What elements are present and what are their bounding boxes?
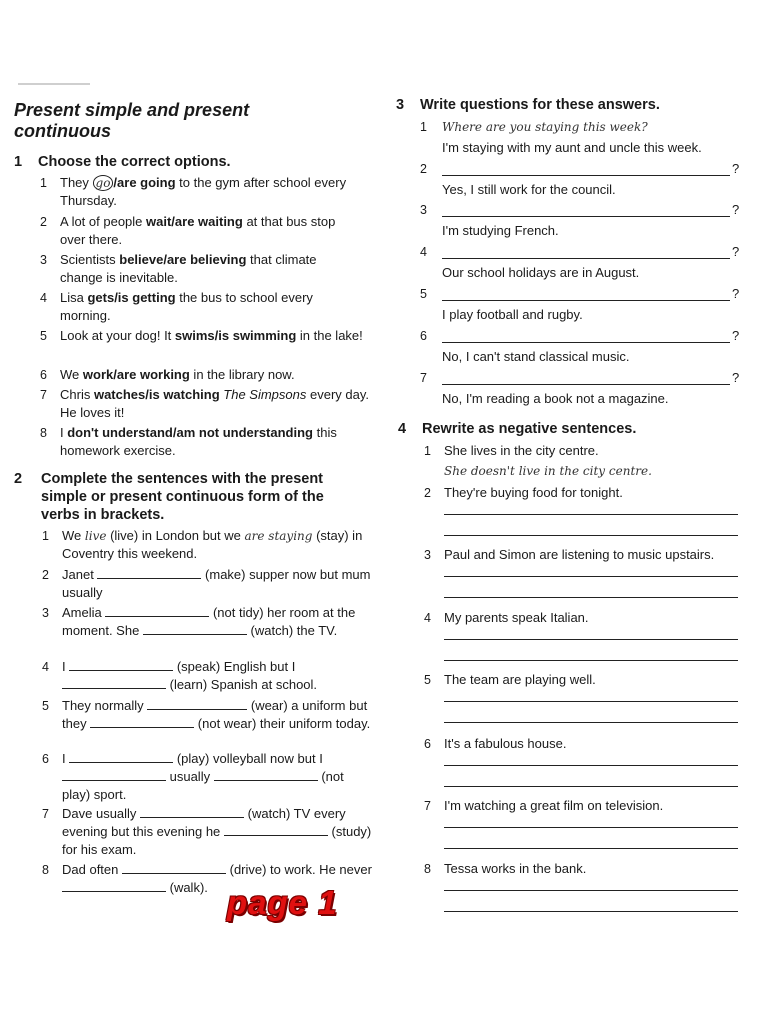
item-options: swims/is swimming (174, 328, 297, 343)
exercise-item (40, 213, 360, 249)
item-text: that climate change is inevitable. (60, 252, 317, 285)
exercise-item (42, 658, 372, 694)
question-item (420, 369, 750, 408)
sentence-text: It's a fabulous house. (444, 736, 567, 751)
answer-blank[interactable] (224, 823, 328, 836)
answer-blank[interactable] (122, 861, 226, 874)
page-number-stamp: page 1 (227, 884, 338, 921)
answer-text: Yes, I still work for the council. (442, 182, 616, 197)
answer-blank[interactable] (69, 750, 173, 763)
item-text: in the library now. (189, 367, 295, 382)
section-number: 4 (398, 421, 407, 437)
item-text: I (62, 751, 70, 766)
answer-line[interactable] (444, 514, 738, 515)
item-options: are going (117, 175, 176, 190)
answer-line[interactable] (444, 535, 738, 536)
exercise-item (42, 750, 372, 804)
item-text: We (62, 528, 85, 543)
section-heading-text: Rewrite as negative sentences. (422, 421, 637, 437)
rewrite-item (424, 609, 754, 627)
sentence-text: The team are playing well. (444, 672, 596, 687)
question-mark: ? (732, 161, 740, 176)
question-item (420, 243, 750, 282)
item-text: Dave usually (62, 806, 141, 821)
answer-blank[interactable] (62, 676, 166, 689)
answer-line[interactable] (444, 765, 738, 766)
item-text: (learn) Spanish at school. (166, 677, 318, 692)
answer-blank[interactable] (90, 715, 194, 728)
question-mark: ? (732, 328, 740, 343)
item-options: work/are working (82, 367, 190, 382)
item-text: Look at your dog! It (60, 328, 175, 343)
answer-text: No, I can't stand classical music. (442, 349, 630, 364)
question-item (420, 118, 750, 157)
answer-line[interactable] (444, 786, 738, 787)
item-number: 1 (40, 176, 47, 190)
question-item (420, 285, 750, 324)
exercise-item (40, 366, 360, 384)
answer-text: No, I'm reading a book not a magazine. (442, 391, 669, 406)
sentence-text: My parents speak Italian. (444, 610, 589, 625)
answer-blank[interactable] (143, 622, 247, 635)
answer-line[interactable] (444, 701, 738, 702)
item-number: 6 (42, 752, 49, 766)
handwritten-question: Where are you staying this week? (442, 120, 648, 134)
answer-line[interactable] (442, 300, 730, 301)
section-number: 3 (396, 97, 405, 113)
item-number: 2 (40, 215, 47, 229)
exercise-item (42, 604, 372, 640)
item-number: 2 (42, 568, 49, 582)
rewrite-item (424, 860, 754, 878)
answer-blank[interactable] (97, 566, 201, 579)
item-slash: / (113, 175, 118, 190)
item-text: at that bus stop over there. (60, 214, 336, 247)
exercise-item (42, 566, 372, 602)
item-text: the bus to school every morning. (60, 290, 313, 323)
section-heading (14, 470, 364, 524)
sentence-text: I'm watching a great film on television. (444, 798, 664, 813)
item-text: (not play) sport. (62, 769, 344, 802)
answer-blank[interactable] (147, 697, 247, 710)
item-text: (stay) in Coventry this weekend. (62, 528, 363, 561)
section-3 (396, 96, 736, 114)
item-text: (speak) English but I (173, 659, 296, 674)
section-heading (398, 420, 738, 438)
item-text: (watch) TV every evening but this evening he (62, 806, 346, 839)
section-1 (14, 153, 374, 171)
answer-blank[interactable] (214, 768, 318, 781)
item-number: 5 (42, 699, 49, 713)
handwritten-answer: live (84, 529, 107, 543)
question-mark: ? (732, 286, 740, 301)
question-item (420, 160, 750, 199)
item-text: We (60, 367, 83, 382)
item-options: believe/are believing (119, 252, 247, 267)
item-number: 4 (420, 245, 427, 259)
answer-line[interactable] (444, 576, 738, 577)
item-number: 1 (42, 529, 49, 543)
answer-text: I'm staying with my aunt and uncle this week. (442, 140, 702, 155)
answer-blank[interactable] (62, 768, 166, 781)
item-number: 7 (420, 371, 427, 385)
question-item (420, 327, 750, 366)
question-item (420, 201, 750, 240)
answer-line[interactable] (444, 597, 738, 598)
decorative-rule (18, 83, 90, 85)
rewrite-item (424, 546, 754, 564)
answer-line[interactable] (442, 216, 730, 217)
item-text: (drive) to work. He never (226, 862, 372, 877)
exercise-item (40, 174, 360, 210)
item-number: 8 (40, 426, 47, 440)
question-mark: ? (732, 244, 740, 259)
item-number: 3 (42, 606, 49, 620)
section-heading-text: Choose the correct options. (38, 154, 231, 170)
item-number: 8 (42, 863, 49, 877)
item-text: (play) volleyball now but I (173, 751, 323, 766)
item-number: 3 (424, 548, 431, 562)
item-text: Dad often (62, 862, 122, 877)
item-number: 5 (424, 673, 431, 687)
item-text: They normally (62, 698, 148, 713)
section-4 (398, 420, 738, 438)
answer-line[interactable] (444, 911, 738, 912)
exercise-item (40, 327, 370, 345)
answer-text: I play football and rugby. (442, 307, 583, 322)
item-number: 7 (40, 388, 47, 402)
item-number: 6 (420, 329, 427, 343)
exercise-item (40, 424, 370, 460)
item-number: 2 (420, 162, 427, 176)
item-options: don't understand/am not understanding (67, 425, 313, 440)
rewrite-item (424, 671, 754, 689)
answer-text: Our school holidays are in August. (442, 265, 640, 280)
item-text: Chris (60, 387, 94, 402)
exercise-item (40, 289, 360, 325)
item-number: 3 (420, 203, 427, 217)
answer-line[interactable] (442, 384, 730, 385)
answer-text: I'm studying French. (442, 223, 559, 238)
item-number: 4 (42, 660, 49, 674)
handwritten-answer: She doesn't live in the city centre. (444, 464, 652, 478)
question-mark: ? (732, 202, 740, 217)
item-text: to the gym after school every Thursday. (60, 175, 347, 208)
answer-blank[interactable] (105, 604, 209, 617)
answer-line[interactable] (444, 890, 738, 891)
item-text: Janet (62, 567, 98, 582)
rewrite-item (424, 735, 754, 753)
section-number: 1 (14, 154, 23, 170)
item-number: 7 (42, 807, 49, 821)
item-text: Amelia (62, 605, 106, 620)
rewrite-item (424, 797, 754, 815)
item-text: They (60, 175, 93, 190)
section-heading (396, 96, 736, 114)
item-number: 7 (424, 799, 431, 813)
answer-blank[interactable] (69, 658, 173, 671)
answer-blank[interactable] (140, 805, 244, 818)
exercise-item (40, 251, 360, 287)
item-options: wait/are waiting (146, 214, 243, 229)
item-number: 8 (424, 862, 431, 876)
item-text: (make) supper now but mum usually (62, 567, 371, 600)
exercise-item (42, 697, 372, 733)
item-text: this homework exercise. (60, 425, 337, 458)
item-number: 6 (424, 737, 431, 751)
answer-line[interactable] (444, 848, 738, 849)
item-number: 6 (40, 368, 47, 382)
item-text: (not tidy) her room at the moment. She (62, 605, 356, 638)
item-text: I (62, 659, 70, 674)
exercise-item (42, 805, 372, 859)
answer-line[interactable] (442, 342, 730, 343)
section-heading-text: Write questions for these answers. (420, 97, 660, 113)
item-number: 5 (420, 287, 427, 301)
item-number: 4 (40, 291, 47, 305)
item-title-italic: The Simpsons (223, 387, 307, 402)
exercise-item (40, 386, 370, 422)
answer-blank[interactable] (62, 879, 166, 892)
item-options: watches/is watching (93, 387, 220, 402)
item-text: usually (166, 769, 214, 784)
section-heading-text: Complete the sentences with the present simple or present continuous form of the verbs in brackets. (41, 471, 324, 523)
item-number: 5 (40, 329, 47, 343)
question-mark: ? (732, 370, 740, 385)
rewrite-item (424, 484, 754, 502)
sentence-text: She lives in the city centre. (444, 443, 599, 458)
answer-line[interactable] (444, 639, 738, 640)
section-2 (14, 470, 364, 524)
answer-line[interactable] (444, 660, 738, 661)
sentence-text: They're buying food for tonight. (444, 485, 623, 500)
item-text: (wear) a uniform but they (62, 698, 368, 731)
item-text: Scientists (60, 252, 120, 267)
item-text: (live) in London but we (106, 528, 245, 543)
item-text: every day. He loves it! (60, 387, 369, 420)
item-text: (study) for his exam. (62, 824, 372, 857)
circled-answer: go (93, 175, 114, 191)
section-heading (14, 153, 374, 171)
item-text: Lisa (60, 290, 88, 305)
item-number: 4 (424, 611, 431, 625)
item-text: I (60, 425, 68, 440)
item-number: 3 (40, 253, 47, 267)
exercise-item (42, 527, 372, 563)
item-text: (watch) the TV. (246, 623, 338, 638)
page-title: Present simple and present continuous (14, 100, 250, 141)
section-number: 2 (14, 471, 23, 487)
item-text: (not wear) their uniform today. (194, 716, 371, 731)
answer-line[interactable] (444, 827, 738, 828)
handwritten-answer: are staying (244, 529, 313, 543)
item-text: (walk). (166, 880, 208, 895)
sentence-text: Paul and Simon are listening to music upstairs. (444, 547, 715, 562)
item-number: 1 (424, 444, 431, 458)
item-text: in the lake! (296, 328, 363, 343)
sentence-text: Tessa works in the bank. (444, 861, 587, 876)
item-options: gets/is getting (87, 290, 176, 305)
answer-line[interactable] (444, 722, 738, 723)
answer-line[interactable] (442, 258, 730, 259)
item-number: 2 (424, 486, 431, 500)
item-text: A lot of people (60, 214, 147, 229)
rewrite-item (424, 442, 754, 480)
answer-line[interactable] (442, 175, 730, 176)
item-number: 1 (420, 120, 427, 134)
